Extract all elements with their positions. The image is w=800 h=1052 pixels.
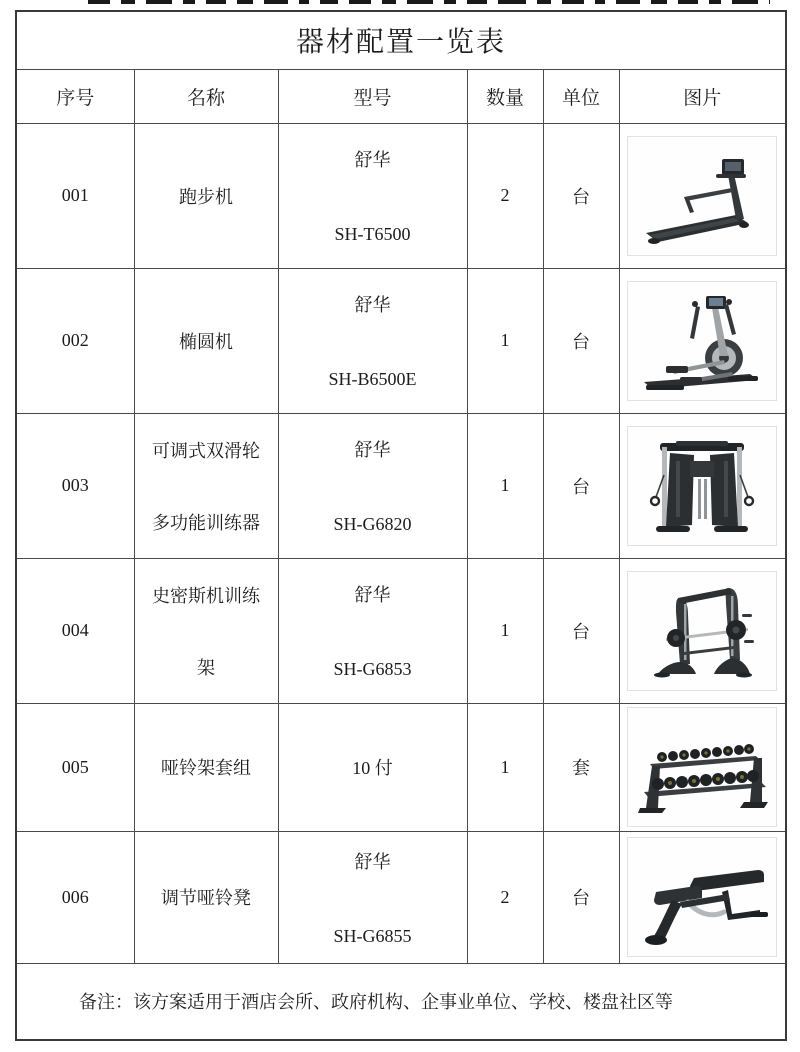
cell-model: [278, 413, 467, 558]
name-line: 椭圆机: [179, 331, 233, 352]
header-image: 图片: [619, 69, 786, 123]
page-title: 器材配置一览表: [16, 11, 786, 69]
model-line: SH-B6500E: [328, 369, 417, 389]
clipped-previous-line: [88, 0, 770, 5]
name-line: 架: [197, 657, 215, 678]
dumbbell-rack-image: [627, 707, 777, 827]
model-line: SH-G6853: [333, 659, 412, 679]
cell-unit: 台: [543, 831, 619, 963]
cell-qty: 1: [467, 703, 543, 831]
cell-serial: 006: [16, 831, 134, 963]
cell-name: [134, 558, 278, 703]
cell-image: [619, 703, 786, 831]
name-line: 可调式双滑轮: [152, 440, 260, 461]
table-header-row: [16, 69, 786, 123]
cell-name: [134, 123, 278, 268]
model-line: SH-G6820: [333, 514, 412, 534]
cell-model: [278, 123, 467, 268]
cell-unit: 套: [543, 703, 619, 831]
header-unit: 单位: [543, 69, 619, 123]
cell-image: [619, 831, 786, 963]
table-row: [16, 268, 786, 413]
cell-unit: 台: [543, 558, 619, 703]
name-line: 多功能训练器: [152, 512, 260, 533]
treadmill-image: [627, 136, 777, 256]
functional-trainer-image: [627, 426, 777, 546]
cell-qty: 2: [467, 831, 543, 963]
elliptical-image: [627, 281, 777, 401]
adjustable-bench-image: [627, 837, 777, 957]
brand-line: 舒华: [354, 150, 391, 170]
cell-model: [278, 558, 467, 703]
footer-note: 备注：该方案适用于酒店会所、政府机构、企事业单位、学校、楼盘社区等: [16, 963, 786, 1040]
smith-machine-image: [627, 571, 777, 691]
equipment-table: [15, 10, 787, 1041]
cell-image: [619, 268, 786, 413]
brand-line: 舒华: [354, 585, 391, 605]
cell-image: [619, 413, 786, 558]
cell-name: [134, 268, 278, 413]
table-row: [16, 558, 786, 703]
header-qty: 数量: [467, 69, 543, 123]
cell-serial: 002: [16, 268, 134, 413]
name-line: 调节哑铃凳: [161, 888, 251, 908]
name-line: 史密斯机训练: [152, 585, 260, 606]
cell-qty: 1: [467, 413, 543, 558]
cell-serial: 003: [16, 413, 134, 558]
model-line: SH-G6855: [333, 925, 412, 946]
cell-qty: 1: [467, 558, 543, 703]
model-line: SH-T6500: [334, 224, 411, 244]
cell-serial: 005: [16, 703, 134, 831]
cell-image: [619, 558, 786, 703]
header-model: 型号: [278, 69, 467, 123]
table-footer-row: [16, 963, 786, 1040]
cell-qty: 2: [467, 123, 543, 268]
cell-name: [134, 703, 278, 831]
brand-line: 舒华: [354, 851, 391, 872]
cell-model: [278, 831, 467, 963]
cell-qty: 1: [467, 268, 543, 413]
brand-line: 10 付: [352, 758, 393, 778]
header-name: 名称: [134, 69, 278, 123]
cell-image: [619, 123, 786, 268]
cell-serial: 004: [16, 558, 134, 703]
cell-model: [278, 703, 467, 831]
name-line: 跑步机: [179, 186, 233, 207]
table-title-row: [16, 11, 786, 69]
table-row: [16, 413, 786, 558]
header-no: 序号: [16, 69, 134, 123]
table-row: [16, 703, 786, 831]
cell-name: [134, 831, 278, 963]
brand-line: 舒华: [354, 295, 391, 315]
table-row: [16, 123, 786, 268]
cell-unit: 台: [543, 268, 619, 413]
cell-serial: 001: [16, 123, 134, 268]
table-row: [16, 831, 786, 963]
cell-model: [278, 268, 467, 413]
brand-line: 舒华: [354, 440, 391, 460]
cell-unit: 台: [543, 413, 619, 558]
cell-name: [134, 413, 278, 558]
cell-unit: 台: [543, 123, 619, 268]
name-line: 哑铃架套组: [161, 758, 251, 778]
